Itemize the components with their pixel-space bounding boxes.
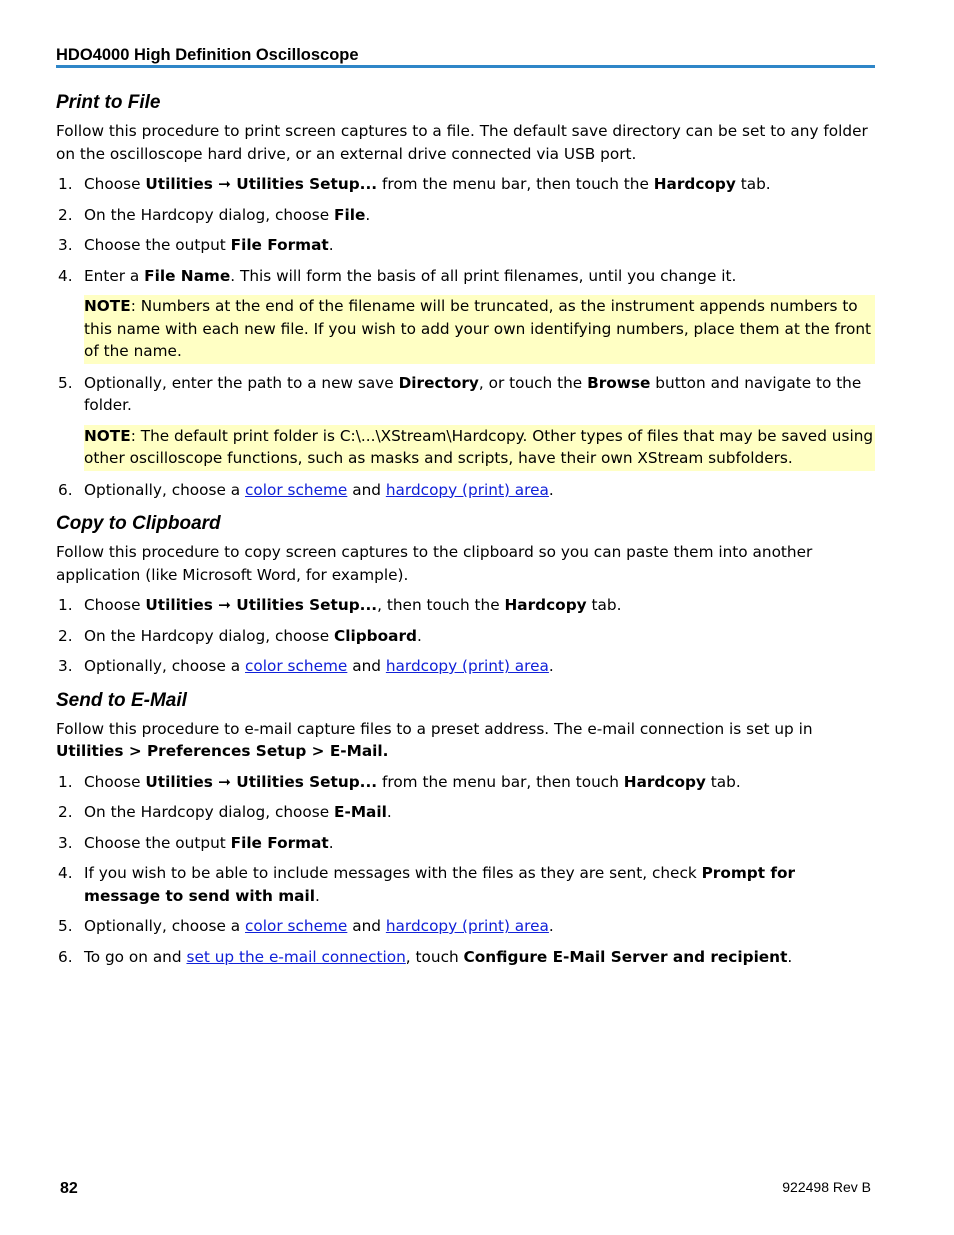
bold-text: NOTE (84, 426, 131, 445)
link[interactable]: hardcopy (print) area (385, 917, 549, 935)
step-number: 2. (58, 205, 73, 224)
text: button and navigate to the folder. (84, 373, 862, 414)
bold-text: File Name (144, 266, 231, 285)
page-header (56, 45, 875, 68)
text: , or touch the (478, 373, 588, 392)
text: Optionally, enter the path to a new save (84, 373, 399, 392)
text: Follow this procedure to e-mail capture files to a preset address. The e-mail connection is set up in (56, 719, 813, 738)
text: Choose (84, 596, 146, 614)
step-text (84, 372, 875, 417)
list-item (56, 862, 875, 907)
step-list (56, 594, 875, 678)
section-heading: Send to E-Mail (56, 689, 187, 711)
step-text (84, 625, 875, 648)
link[interactable]: color scheme (245, 657, 348, 675)
text: . (787, 947, 793, 966)
section-intro (56, 718, 875, 763)
list-item (56, 265, 875, 364)
step-number: 2. (58, 803, 73, 821)
text: . (314, 886, 320, 905)
bold-text: Clipboard (334, 626, 417, 645)
step-text (84, 801, 875, 824)
section (56, 90, 875, 501)
step-text (84, 771, 875, 794)
bold-text: Hardcopy (504, 596, 587, 614)
text: : Numbers at the end of the filename will be truncated, as the instrument appends numbers to this name with each new file. If you wish to add your own identifying numbers, place them at the front of the name. (84, 297, 872, 360)
text: . (548, 917, 554, 935)
list-item (56, 771, 875, 794)
section-heading: Copy to Clipboard (56, 513, 221, 534)
text: . This will form the basis of all print filenames, until you change it. (230, 266, 737, 285)
step-number: 1. (58, 596, 73, 614)
list-item (56, 372, 875, 471)
text: Choose (84, 175, 146, 193)
step-text (84, 234, 875, 257)
step-text (84, 173, 875, 196)
step-text (84, 655, 875, 678)
text: from the menu bar, then touch the (377, 175, 654, 193)
list-item (56, 204, 875, 227)
text: Choose the output (84, 236, 231, 254)
list-item (56, 594, 875, 617)
text: . (548, 657, 554, 675)
step-text (84, 915, 875, 938)
link[interactable]: color scheme (245, 480, 348, 499)
bold-text: Prompt for message to send with mail (84, 864, 796, 905)
text: and (347, 480, 386, 499)
step-list (56, 173, 875, 501)
page-number: 82 (60, 1180, 78, 1197)
bold-text: Browse (587, 373, 651, 392)
text: . (416, 626, 422, 645)
list-item (56, 479, 875, 502)
text: tab. (735, 175, 771, 193)
section (56, 688, 875, 969)
text: and (347, 917, 386, 935)
bold-text: Configure E-Mail Server and recipient (463, 947, 788, 966)
note-box (84, 295, 875, 364)
list-item (56, 915, 875, 938)
text: To go on and (84, 947, 187, 966)
step-text (84, 594, 875, 617)
page-content (56, 90, 875, 978)
bold-text: NOTE (84, 297, 131, 315)
text: Choose (84, 772, 146, 791)
step-number: 2. (58, 626, 73, 645)
text: On the Hardcopy dialog, choose (84, 205, 335, 224)
step-number: 3. (58, 657, 73, 675)
text: Optionally, choose a (84, 480, 246, 499)
list-item (56, 655, 875, 678)
list-item (56, 625, 875, 648)
list-item (56, 801, 875, 824)
bold-text: Hardcopy (653, 175, 736, 193)
text: from the menu bar, then touch (377, 772, 624, 791)
text: Enter a (84, 266, 145, 285)
bold-text: Utilities > Preferences Setup > E-Mail. (56, 742, 389, 760)
link[interactable]: color scheme (245, 917, 348, 935)
text: . (548, 480, 554, 499)
list-item (56, 234, 875, 257)
step-number: 5. (58, 917, 73, 935)
step-number: 6. (58, 480, 73, 499)
step-number: 4. (58, 266, 73, 285)
bold-text: Utilities ➞ Utilities Setup... (145, 175, 378, 193)
section-heading: Print to File (56, 92, 161, 113)
text: tab. (705, 772, 741, 791)
list-item (56, 173, 875, 196)
link[interactable]: hardcopy (print) area (385, 657, 549, 675)
step-number: 6. (58, 947, 73, 966)
step-text (84, 946, 875, 969)
note-box (84, 425, 875, 471)
bold-text: File Format (230, 236, 329, 254)
text: On the Hardcopy dialog, choose (84, 626, 335, 645)
document-revision: 922498 Rev B (782, 1179, 871, 1195)
list-item (56, 832, 875, 855)
step-number: 4. (58, 864, 73, 882)
bold-text: Utilities ➞ Utilities Setup... (145, 772, 378, 791)
text: . (386, 803, 392, 821)
text: . (328, 833, 334, 852)
link[interactable]: set up the e-mail connection (186, 947, 406, 966)
text: and (347, 657, 386, 675)
link[interactable]: hardcopy (print) area (385, 480, 549, 499)
step-text (84, 204, 875, 227)
step-text (84, 265, 875, 288)
section-intro: Follow this procedure to print screen captures to a file. The default save directory can be set to any folder on the oscilloscope hard drive, or an external drive connected via USB port. (56, 122, 868, 163)
text: : The default print folder is C:\...\XStream\Hardcopy. Other types of files that may be saved using other oscilloscope functions, such as masks and scripts, have their own XStream subfolders. (84, 426, 874, 467)
text: Optionally, choose a (84, 917, 246, 935)
bold-text: E-Mail (334, 803, 387, 821)
step-text (84, 832, 875, 855)
step-number: 3. (58, 236, 73, 254)
step-number: 3. (58, 833, 73, 852)
text: On the Hardcopy dialog, choose (84, 803, 335, 821)
step-number: 5. (58, 373, 73, 392)
text: . (365, 205, 371, 224)
bold-text: Directory (398, 373, 479, 392)
text: Optionally, choose a (84, 657, 246, 675)
step-number: 1. (58, 772, 73, 791)
list-item (56, 946, 875, 969)
text: , then touch the (377, 596, 505, 614)
bold-text: File Format (230, 833, 329, 852)
text: tab. (586, 596, 622, 614)
bold-text: Utilities ➞ Utilities Setup... (145, 596, 378, 614)
step-list (56, 771, 875, 969)
text: . (328, 236, 334, 254)
step-text (84, 862, 875, 907)
bold-text: File (334, 205, 366, 224)
text: If you wish to be able to include messages with the files as they are sent, check (84, 864, 702, 882)
text: Choose the output (84, 833, 231, 852)
bold-text: Hardcopy (623, 772, 706, 791)
section-intro: Follow this procedure to copy screen captures to the clipboard so you can paste them into another application (like Microsoft Word, for example). (56, 543, 813, 584)
step-number: 1. (58, 175, 73, 193)
text: , touch (405, 947, 464, 966)
step-text (84, 479, 875, 502)
document-title: HDO4000 High Definition Oscilloscope (56, 46, 359, 64)
section (56, 511, 875, 678)
